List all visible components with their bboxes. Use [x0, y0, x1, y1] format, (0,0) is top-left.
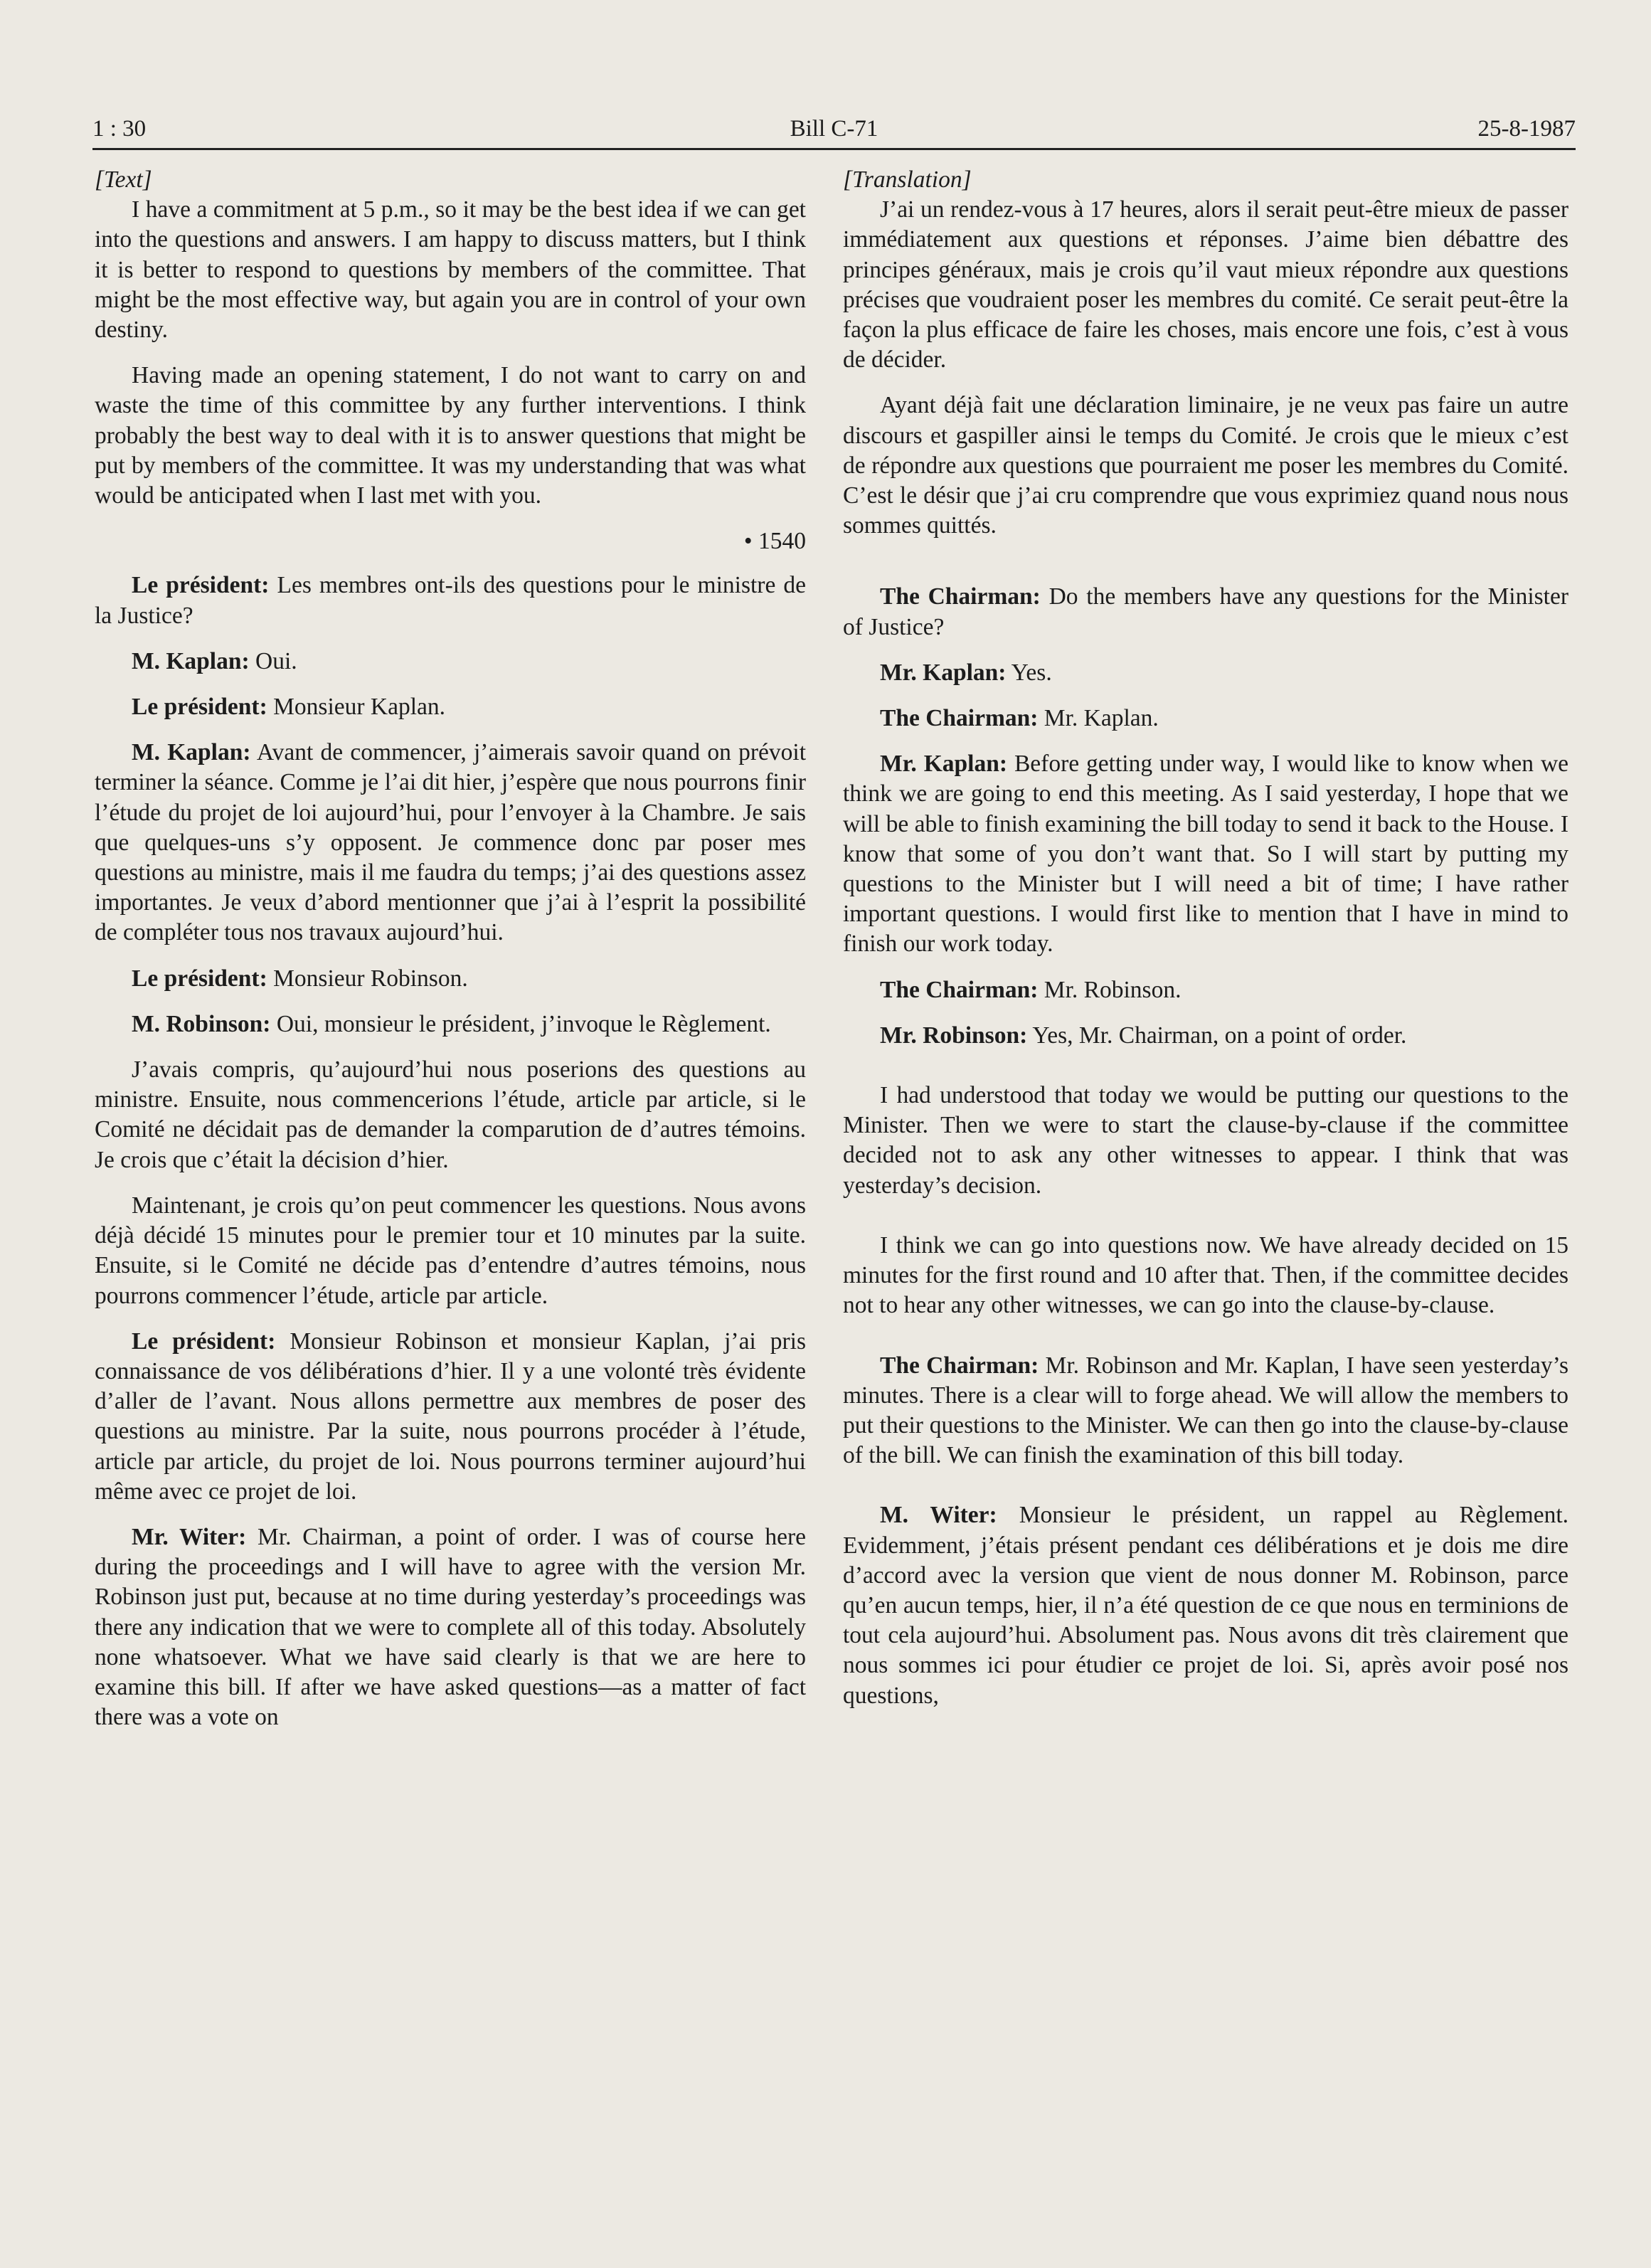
- speech: [843, 749, 1568, 959]
- speech-text: Oui, monsieur le président, j’invoque le Règlement.: [270, 1010, 771, 1037]
- paragraph: Ayant déjà fait une déclaration liminaire, je ne veux pas faire un autre discours et gaspiller ainsi le temps du Comité. Je crois que le mieux c’est de répondre aux questions que pourraient me poser les membres du Comité. C’est le désir que j’ai cru comprendre que vous exprimiez quand nous nous sommes quittés.: [843, 392, 1568, 539]
- speech: [95, 1010, 806, 1039]
- speaker: Mr. Kaplan:: [880, 659, 1007, 686]
- speech: [843, 975, 1568, 1005]
- speaker: The Chairman:: [880, 705, 1039, 732]
- page-date: 25-8-1987: [1477, 116, 1576, 142]
- speaker: Mr. Robinson:: [880, 1022, 1028, 1049]
- speech: [95, 692, 806, 722]
- speech: [843, 1021, 1568, 1051]
- speech: [843, 704, 1568, 733]
- english-column: [95, 165, 806, 1748]
- speaker: M. Kaplan:: [132, 739, 251, 766]
- speech: [843, 658, 1568, 688]
- speech-text: Mr. Kaplan.: [1038, 705, 1159, 732]
- paragraph: Having made an opening statement, I do not want to carry on and waste the time of this committee by any further interventions. I think probably the best way to deal with it is to answer questions that might be put by members of the committee. It was my understanding that was what would be anticipated when I last met with you.: [95, 362, 806, 509]
- speaker: The Chairman:: [880, 976, 1039, 1003]
- speech-text: Yes.: [1006, 659, 1052, 686]
- speech-text: Avant de commencer, j’aimerais savoir quand on prévoit terminer la séance. Comme je l’ai dit hier, j’espère que nous pourrons finir l’étude du projet de loi aujourd’hui, pour l’envoyer à la Chambre. Je sais que quelques-uns s’y opposent. Je commence donc par poser mes questions au ministre, mais il me faudra du temps; j’ai des questions assez importantes. Je veux d’abord mentionner que j’ai à l’esprit la possibilité de compléter tous nos travaux aujourd’hui.: [95, 739, 806, 946]
- speaker: Mr. Witer:: [132, 1523, 247, 1550]
- speaker: Le président:: [132, 965, 267, 992]
- speaker: Mr. Kaplan:: [880, 751, 1008, 778]
- speech: [95, 1327, 806, 1507]
- paragraph: Maintenant, je crois qu’on peut commencer les questions. Nous avons déjà décidé 15 minutes pour le premier tour et 10 minutes par la suite. Ensuite, si le Comité ne décide pas d’entendre d’autres témoins, nous pourrons commencer l’étude, article par article.: [95, 1192, 806, 1309]
- speaker: Le président:: [132, 572, 270, 599]
- time-marker: • 1540: [95, 526, 806, 556]
- speech-text: Mr. Robinson.: [1038, 976, 1182, 1003]
- speech: [95, 647, 806, 677]
- paragraph: J’ai un rendez-vous à 17 heures, alors il serait peut-être mieux de passer immédiatement aux questions et réponses. J’aime bien débattre des principes généraux, mais je crois qu’il vaut mieux répondre aux questions précises que voudraient poser les membres du comité. Ce serait peut-être la façon la plus efficace de faire les choses, mais encore une fois, c’est à vous de décider.: [843, 196, 1568, 373]
- speaker: M. Kaplan:: [132, 647, 250, 674]
- speech: [843, 582, 1568, 642]
- speech-text: Oui.: [249, 647, 297, 674]
- translation-tag: [Translation]: [843, 166, 972, 193]
- speech-text: Mr. Robinson and Mr. Kaplan, I have seen yesterday’s minutes. There is a clear will to forge ahead. We will allow the members to put their questions to the Minister. We can then go into the clause-by-clause of the bill. We can finish the examination of this bill today.: [843, 1352, 1568, 1469]
- paragraph: I have a commitment at 5 p.m., so it may be the best idea if we can get into the questions and answers. I am happy to discuss matters, but I think it is better to respond to questions by members of the committee. That might be the most effective way, but again you are in control of your own destiny.: [95, 196, 806, 344]
- speaker: Le président:: [132, 694, 267, 721]
- speech-text: Monsieur Kaplan.: [267, 694, 446, 721]
- speech-text: Mr. Chairman, a point of order. I was of course here during the proceedings and I will have to agree with the version Mr. Robinson just put, because at no time during yesterday’s proceedings was there any indication that we were to complete all of this today. Absolutely none whatsoever. What we have said clearly is that we are here to examine this bill. If after we have asked questions—as a matter of fact there was a vote on: [95, 1523, 806, 1731]
- speech-text: Before getting under way, I would like to know when we think we are going to end this meeting. As I said yesterday, I hope that we will be able to finish examining the bill today to send it back to the House. I know that some of you don’t want that. So I will start by putting my questions to the Minister but I will need a bit of time; I have rather important questions. I would first like to mention that I have in mind to finish our work today.: [843, 751, 1569, 958]
- speech-text: Do the members have any questions for the Minister of Justice?: [843, 583, 1568, 640]
- speaker: The Chairman:: [880, 1352, 1039, 1379]
- speech: [95, 1522, 806, 1732]
- page-number: 1 : 30: [92, 116, 147, 142]
- speech-text: Monsieur Robinson.: [267, 965, 468, 992]
- speech-text: Monsieur le président, un rappel au Règlement. Evidemment, j’étais présent pendant ces délibérations et je dois me dire d’accord avec la version que vient de nous donner M. Robinson, parce qu’en aucun temps, hier, il n’a été question de ce que nous en terminions de tout cela aujourd’hui. Absolument pas. Nous avons dit très clairement que nous sommes ici pour étudier ce projet de loi. Si, après avoir posé nos questions,: [843, 1502, 1569, 1709]
- speaker: M. Witer:: [880, 1502, 997, 1529]
- speaker: Le président:: [132, 1328, 276, 1355]
- speech: [843, 1500, 1568, 1710]
- speech: [843, 1351, 1568, 1471]
- text-tag: [Text]: [95, 166, 152, 193]
- paragraph: I had understood that today we would be putting our questions to the Minister. Then we were to start the clause-by-clause if the committee decided not to ask any other witnesses to appear. I think that was yesterday’s decision.: [843, 1082, 1568, 1199]
- bill-title: Bill C-71: [790, 116, 878, 142]
- speaker: The Chairman:: [880, 583, 1041, 610]
- speech-text: Monsieur Robinson et monsieur Kaplan, j’ai pris connaissance de vos délibérations d’hier. Il y a une volonté très évidente d’aller de l’avant. Nous allons permettre aux membres de poser des questions au ministre. Par la suite, nous pourrons procéder à l’étude, article par article, du projet de loi. Nous pourrons terminer aujourd’hui même avec ce projet de loi.: [95, 1328, 806, 1505]
- paragraph: I think we can go into questions now. We have already decided on 15 minutes for the first round and 10 after that. Then, if the committee decides not to hear any other witnesses, we can go into the clause-by-clause.: [843, 1231, 1568, 1319]
- paragraph: J’avais compris, qu’aujourd’hui nous poserions des questions au ministre. Ensuite, nous commencerions l’étude, article par article, si le Comité ne décidait pas de demander la comparution de d’autres témoins. Je crois que c’était la décision d’hier.: [95, 1056, 806, 1173]
- speaker: M. Robinson:: [132, 1010, 271, 1037]
- speech: [95, 571, 806, 630]
- speech: [95, 964, 806, 994]
- page-header: [92, 107, 1576, 150]
- french-column: [843, 165, 1568, 1727]
- speech-text: Les membres ont-ils des questions pour le ministre de la Justice?: [95, 572, 806, 629]
- speech-text: Yes, Mr. Chairman, on a point of order.: [1027, 1022, 1407, 1049]
- speech: [95, 738, 806, 948]
